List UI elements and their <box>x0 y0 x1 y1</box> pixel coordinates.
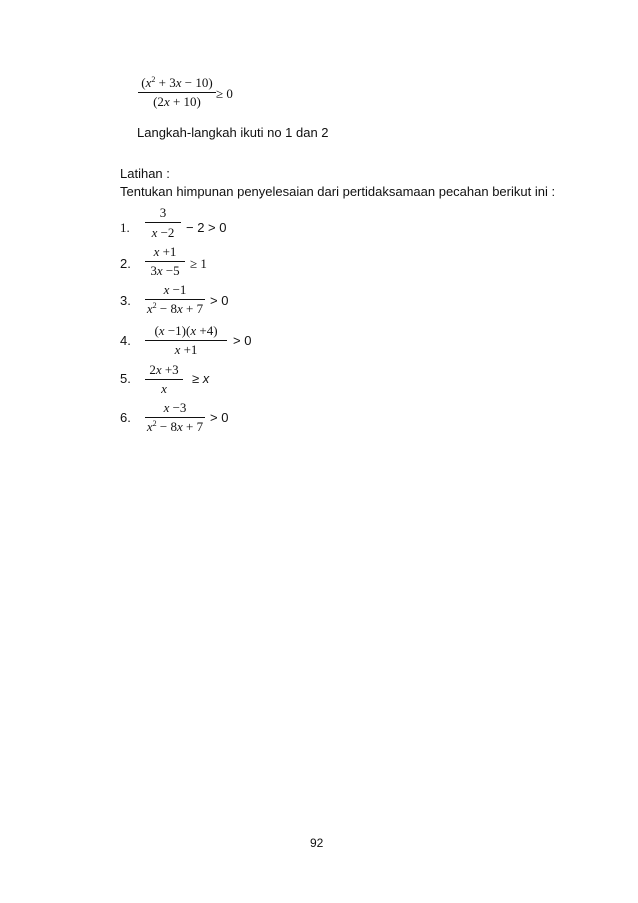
problem-3-relation: > 0 <box>210 293 229 308</box>
steps-note: Langkah-langkah ikuti no 1 dan 2 <box>137 125 329 140</box>
problem-number: 3. <box>120 293 131 308</box>
problem-1-denominator: x −2 <box>151 225 175 240</box>
problem-number: 6. <box>120 410 131 425</box>
example-numerator: $(x^2 + 3x - 10)$ <box>141 75 213 90</box>
problem-3-numerator: x −1 <box>163 282 187 297</box>
instruction-text: Tentukan himpunan penyelesaian dari pertidaksamaan pecahan berikut ini : <box>120 184 556 199</box>
problem-5-numerator: 2x +3 <box>149 362 179 377</box>
problem-number: 5. <box>120 371 131 386</box>
problem-4-relation: > 0 <box>233 333 252 348</box>
problem-number: 1. <box>120 220 130 235</box>
example-denominator: (2x + 10) <box>153 94 201 109</box>
example-fraction <box>138 75 216 109</box>
problem-2-numerator: x +1 <box>153 244 177 259</box>
problem-number: 2. <box>120 256 131 271</box>
problem-number: 4. <box>120 333 131 348</box>
fraction-bar <box>145 222 181 223</box>
problem-5-denominator: x <box>161 381 167 396</box>
problem-3-denominator: $x^2 - 8x + 7$ <box>146 301 204 316</box>
latihan-heading: Latihan : <box>120 166 170 181</box>
problem-6-numerator: x −3 <box>163 400 187 415</box>
fraction-bar <box>145 379 183 380</box>
page-number: 92 <box>310 836 324 850</box>
problem-1-fraction <box>145 205 181 239</box>
problem-2-denominator: 3x −5 <box>150 263 180 278</box>
fraction-bar <box>145 417 205 418</box>
problem-2-relation: ≥ 1 <box>190 256 207 271</box>
problem-1-relation: − 2 > 0 <box>186 220 227 235</box>
example-relation: ≥ 0 <box>216 86 233 101</box>
problem-6-denominator: $x^2 - 8x + 7$ <box>146 419 204 434</box>
fraction-bar <box>145 340 227 341</box>
fraction-bar <box>145 299 205 300</box>
problem-3-fraction <box>145 282 205 316</box>
problem-4-fraction <box>145 323 227 357</box>
problem-5-fraction <box>145 362 183 396</box>
problem-1-numerator: 3 <box>159 205 167 220</box>
problem-4-denominator: x +1 <box>174 342 198 357</box>
problem-6-relation: > 0 <box>210 410 229 425</box>
problem-5-relation: ≥ x <box>192 371 210 386</box>
fraction-bar <box>138 92 216 93</box>
problem-4-numerator: (x −1)(x +4) <box>154 323 218 338</box>
problem-6-fraction <box>145 400 205 434</box>
problem-2-fraction <box>145 244 185 278</box>
fraction-bar <box>145 261 185 262</box>
